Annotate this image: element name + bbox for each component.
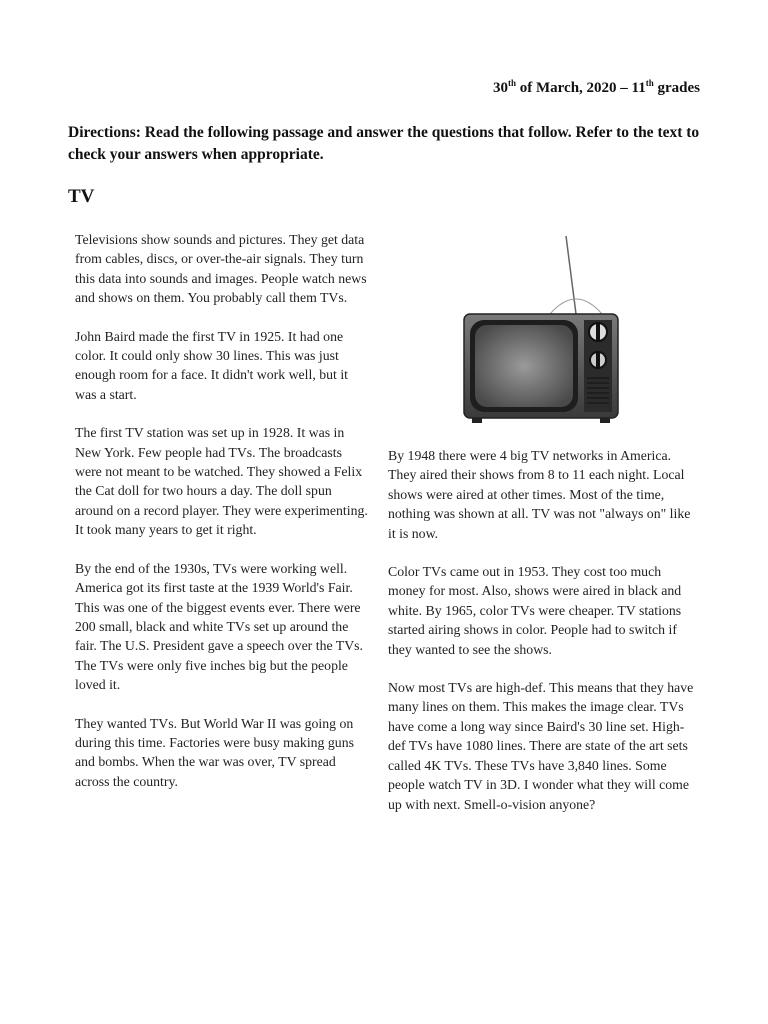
paragraph: The first TV station was set up in 1928. It was in New York. Few people had TVs. The broadcasts were not meant to be watched. They showed a Felix the Cat doll for two hours a day. The doll spun around on a record player. They were experimenting. It took many years to get it right. (75, 425, 368, 538)
paragraph: They wanted TVs. But World War II was going on during this time. Factories were busy making guns and bombs. When the war was over, TV spread across the country. (75, 715, 354, 789)
date-grade-line (493, 78, 700, 97)
paragraph: John Baird made the first TV in 1925. It had one color. It could only show 30 lines. This was just enough room for a face. It didn't work well, but it was a start. (75, 328, 348, 402)
paragraph: By 1948 there were 4 big TV networks in America. They aired their shows from 8 to 11 each night. Local shows were aired at other times. Most of the time, nothing was shown at all. TV was not "always on" like it is now. (388, 448, 691, 541)
left-column (75, 230, 371, 810)
date-day-suffix: th (508, 78, 517, 88)
directions-label: Directions: (68, 124, 141, 141)
grade-suffix: th (645, 78, 654, 88)
date-rest: of March, 2020 – 11 (516, 80, 646, 96)
passage-title: TV (68, 186, 95, 207)
paragraph: Color TVs came out in 1953. They cost too much money for most. Also, shows were aired in black and white. By 1965, color TVs were cheaper. TV stations started airing shows in color. People had to switch if they wanted to see the shows. (388, 564, 682, 657)
date-day: 30 (493, 80, 508, 96)
grade-word: grades (653, 80, 700, 96)
paragraph: By the end of the 1930s, TVs were working well. America got its first taste at the 1939 World's Fair. This was one of the biggest events ever. There were 200 small, black and white TVs set up around the fair. The U.S. President gave a speech over the TVs. The TVs were only five inches big but the people loved it. (75, 560, 363, 693)
paragraph: Now most TVs are high-def. This means that they have many lines on them. This makes the image clear. TVs have come a long way since Baird's 30 line set. High-def TVs have 1080 lines. There are state of the art sets called 4K TVs. These TVs have 3,840 lines. Some people watch TV in 3D. I wonder what they will come up with next. Smell-o-vision anyone? (388, 680, 694, 812)
paragraph: Televisions show sounds and pictures. They get data from cables, discs, or over-the-air signals. They turn this data into sounds and images. People watch news and shows on them. You probably call them TVs. (75, 232, 367, 306)
tv-screen (475, 325, 573, 407)
right-column (388, 446, 694, 833)
tv-image (458, 232, 624, 426)
directions (68, 122, 708, 166)
directions-text: Read the following passage and answer the questions that follow. Refer to the text to check your answers when appropriate. (68, 124, 700, 163)
antenna-icon (550, 236, 602, 314)
